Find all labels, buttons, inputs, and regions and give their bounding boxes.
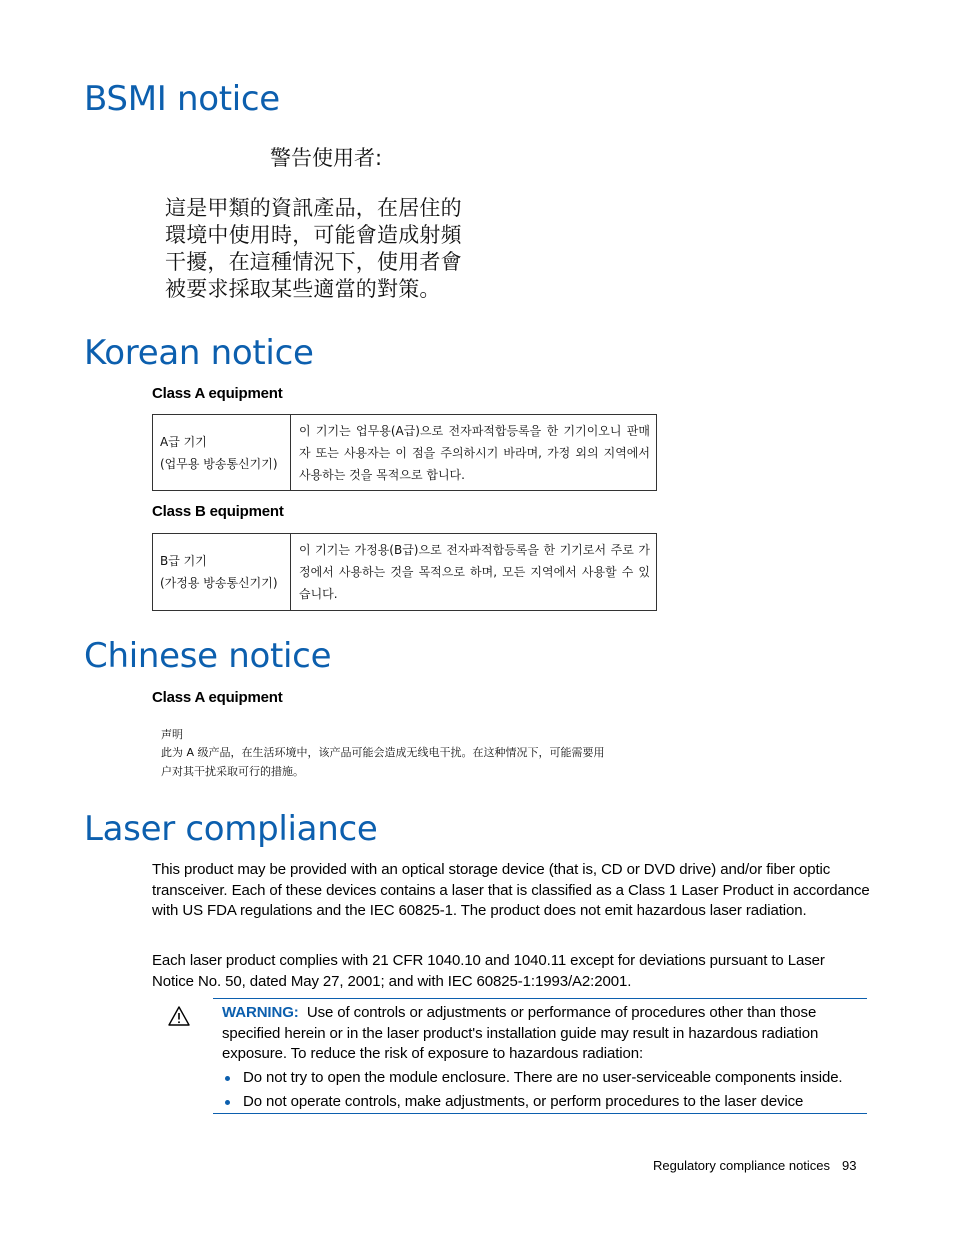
warning-bullet-item: Do not operate controls, make adjustments, or perform procedures to the laser device <box>243 1093 804 1110</box>
laser-paragraph-1: This product may be provided with an optical storage device (that is, CD or DVD drive) and/or fiber optic transceiver. Each of these devices contains a laser that is classified as a Class 1 Laser Product in accordance with US FDA regulations and the IEC 60825-1. The product does not emit hazardous laser radiation. <box>152 861 870 919</box>
bsmi-image-line: 這是甲類的資訊產品，在居住的 <box>165 196 462 220</box>
bsmi-image-line: 被要求採取某些適當的對策。 <box>165 277 441 301</box>
bsmi-image-line: 環境中使用時，可能會造成射頻 <box>165 223 462 247</box>
laser-heading: Laser compliance <box>84 809 378 849</box>
korean-class-b-left-cell <box>153 534 291 611</box>
korean-class-b-right-cell: 이 기기는 가정용(B급)으로 전자파적합등록을 한 기기로서 주로 가정에서 사용하는 것을 목적으로 하며, 모든 지역에서 사용할 수 있습니다. <box>291 534 657 611</box>
chinese-image-line: 声明 <box>161 728 183 741</box>
korean-heading: Korean notice <box>84 333 314 373</box>
korean-class-b-table <box>152 533 657 611</box>
chinese-image-line: 户对其干扰采取可行的措施。 <box>161 765 304 778</box>
warning-triangle-icon <box>167 1005 191 1027</box>
bsmi-image-heading: 警告使用者: <box>270 146 383 170</box>
bsmi-heading: BSMI notice <box>84 79 280 119</box>
korean-class-b-label: Class B equipment <box>152 503 284 520</box>
bullet-dot <box>225 1100 230 1105</box>
korean-class-a-right-cell: 이 기기는 업무용(A급)으로 전자파적합등록을 한 기기이오니 판매자 또는 사용자는 이 점을 주의하시기 바라며, 가정 외의 지역에서 사용하는 것을 목적으로 합니다. <box>291 415 657 491</box>
korean-class-a-left-line2: (업무용 방송통신기기) <box>160 456 278 471</box>
korean-class-a-table <box>152 414 657 491</box>
chinese-class-a-label: Class A equipment <box>152 689 283 706</box>
chinese-image-line: 此为 A 级产品，在生活环境中，该产品可能会造成无线电干扰。在这种情况下，可能需要用 <box>161 746 605 759</box>
chinese-heading: Chinese notice <box>84 636 332 676</box>
page-footer <box>653 1158 857 1173</box>
warning-body: Use of controls or adjustments or performance of procedures other than those specified herein or in the laser product's installation guide may result in hazardous radiation exposure. To reduce the risk of exposure to hazardous radiation: <box>222 1004 819 1062</box>
warning-label: WARNING: <box>222 1004 299 1021</box>
bullet-dot <box>225 1076 230 1081</box>
korean-class-b-left-line1: B급 기기 <box>160 554 207 568</box>
warning-bullet-item: Do not try to open the module enclosure. There are no user-serviceable components inside. <box>243 1069 843 1086</box>
footer-section-name: Regulatory compliance notices <box>653 1158 831 1173</box>
laser-paragraph-2: Each laser product complies with 21 CFR 1040.10 and 1040.11 except for deviations pursuant to Laser Notice No. 50, dated May 27, 2001; and with IEC 60825-1:1993/A2:2001. <box>152 952 825 990</box>
korean-class-a-left-line1: A급 기기 <box>160 434 207 449</box>
korean-class-a-label: Class A equipment <box>152 385 283 402</box>
korean-class-b-left-line2: (가정용 방송통신기기) <box>160 576 278 590</box>
page-number: 93 <box>842 1158 857 1173</box>
bsmi-image-line: 干擾，在這種情況下，使用者會 <box>165 250 462 274</box>
korean-class-a-left-cell <box>153 415 291 491</box>
warning-text <box>222 1003 862 1065</box>
